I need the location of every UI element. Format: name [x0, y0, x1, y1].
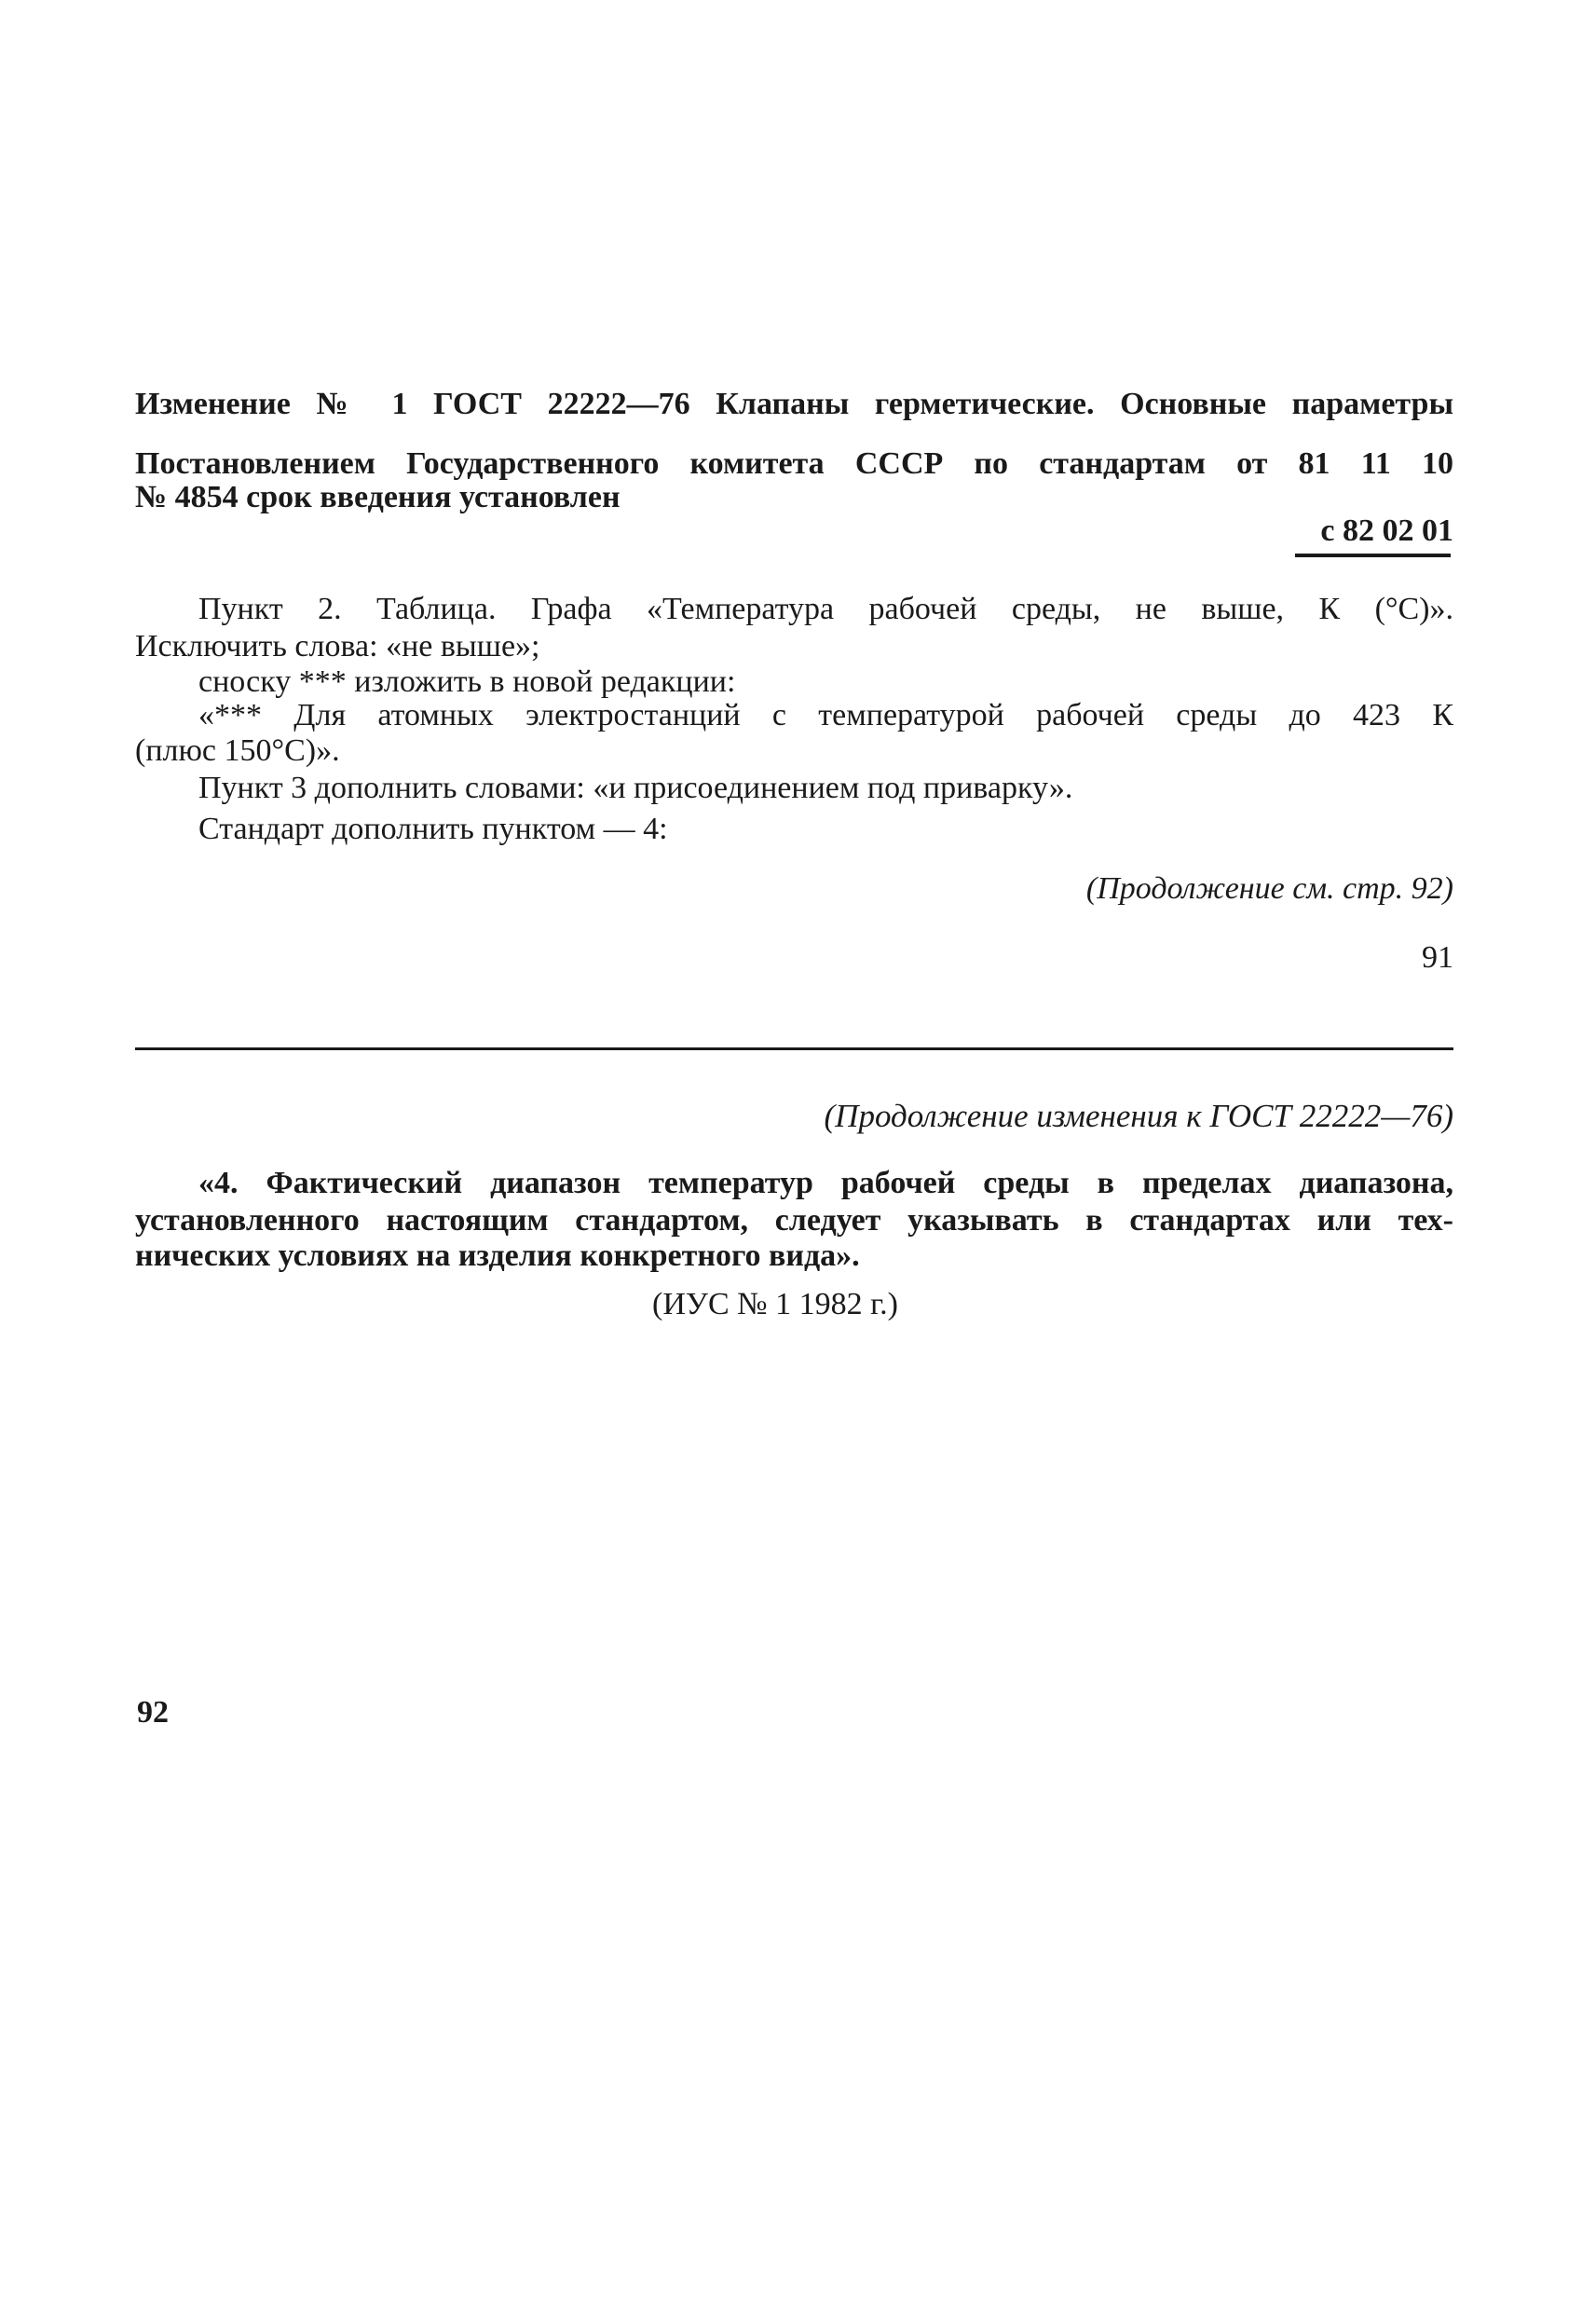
- paragraph-footnote: сноску *** изложить в новой редакции:: [198, 664, 736, 699]
- paragraph-item-2: Пункт 2. Таблица. Графа «Температура рабочей среды, не выше, К (°C)».: [198, 592, 1453, 626]
- header-title: Изменение № 1 ГОСТ 22222—76 Клапаны герметические. Основные параметры: [135, 387, 1453, 421]
- paragraph-footnote-text-end: (плюс 150°C)».: [135, 733, 340, 768]
- date-underline: [1295, 554, 1451, 557]
- paragraph-item-4-line-2: установленного настоящим стандартом, следует указывать в стандартах или тех-: [135, 1203, 1453, 1238]
- paragraph-footnote-text: «*** Для атомных электростанций с температурой рабочей среды до 423 К: [198, 698, 1453, 732]
- header-decree: Постановлением Государственного комитета СССР по стандартам от 81 11 10: [135, 446, 1453, 481]
- continuation-note: (Продолжение см. стр. 92): [1085, 871, 1453, 906]
- paragraph-exclude-words: Исключить слова: «не выше»;: [135, 629, 540, 664]
- header-decree-number: № 4854 срок введения установлен: [135, 480, 621, 514]
- continuation-heading: (Продолжение изменения к ГОСТ 22222—76): [824, 1098, 1453, 1134]
- page-number-91: 91: [1422, 940, 1453, 975]
- page-divider: [135, 1047, 1453, 1050]
- paragraph-item-4-line-3: нических условиях на изделия конкретного вида».: [135, 1238, 860, 1273]
- paragraph-item-3: Пункт 3 дополнить словами: «и присоединением под приварку».: [198, 771, 1073, 805]
- source-reference: (ИУС № 1 1982 г.): [652, 1287, 898, 1321]
- page-number-92: 92: [137, 1695, 169, 1730]
- paragraph-item-4: «4. Фактический диапазон температур рабочей среды в пределах диапазона,: [198, 1166, 1453, 1200]
- header-effective-date: с 82 02 01: [1320, 513, 1453, 548]
- paragraph-add-item-4: Стандарт дополнить пунктом — 4:: [198, 812, 668, 846]
